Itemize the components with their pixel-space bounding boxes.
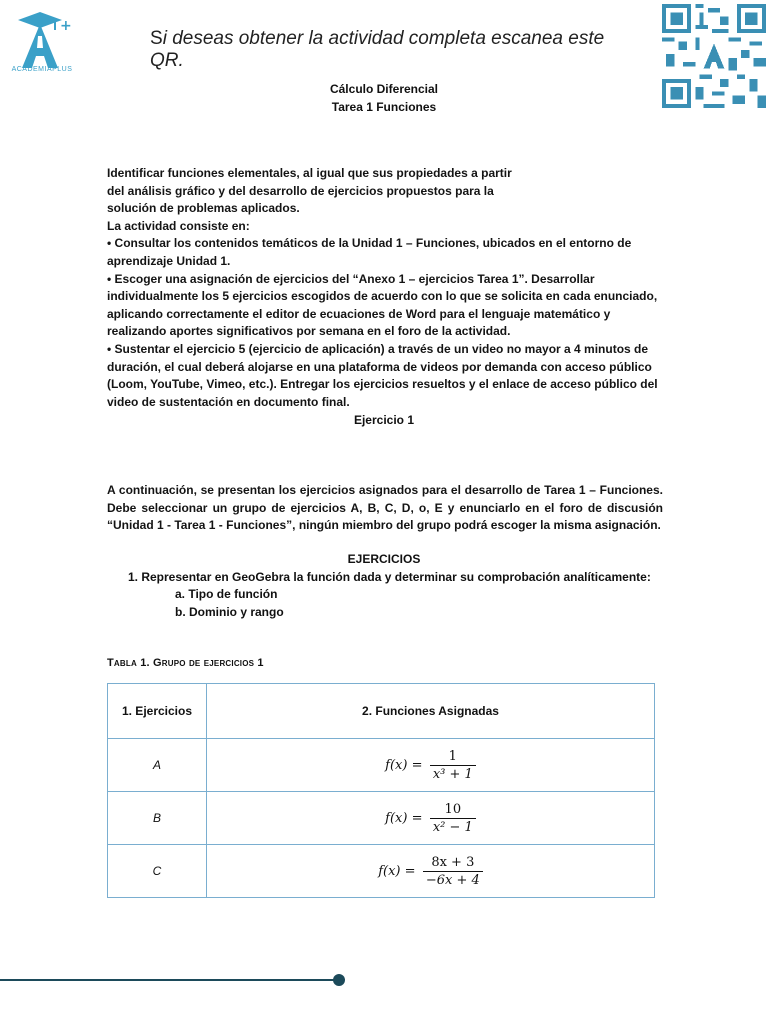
logo-text: ACADEMIAPLUS (11, 66, 73, 73)
course-title: Cálculo Diferencial (329, 82, 439, 96)
bullet-item: • Consultar los contenidos temáticos de la Unidad 1 – Funciones, ubicados en el entorno de aprendizaje Unidad 1. (107, 236, 632, 268)
function-cell (207, 845, 655, 898)
exercise-letter: B (108, 792, 207, 845)
fraction (430, 802, 476, 835)
banner-text: i deseas obtener la actividad completa escanea este QR. (150, 28, 605, 71)
exercises-table (107, 683, 655, 898)
assignment-paragraph: A continuación, se presentan los ejercicios asignados para el desarrollo de Tarea 1 – Funciones. Debe seleccionar un grupo de ejercicios A, B, C, D, o, E y enunciarlo en el foro de discusión “Unidad 1 - Tarea 1 - Funciones”, ningún miembro del grupo podrá escoger la misma asignación. (107, 483, 663, 533)
intro-line: La actividad consiste en: (107, 218, 250, 233)
activity-description (107, 165, 667, 411)
bullet-item: • Escoger una asignación de ejercicios del “Anexo 1 – ejercicios Tarea 1”. Desarrollar individualmente los 5 ejercicios escogidos de acuerdo con lo que se solicita en cada enunciado, aplicando correctamente el editor de ecuaciones de Word para el lenguaje matemático y realizando aportes significativos por semana en el foro de la actividad. (107, 271, 658, 339)
sub-item-a: a. Tipo de función (175, 587, 278, 601)
svg-text:+: + (60, 18, 72, 34)
function-label: f(x) = (385, 810, 423, 826)
task-title: Tarea 1 Funciones (331, 100, 437, 114)
intro-line: solución de problemas aplicados. (107, 201, 300, 216)
function-cell (207, 792, 655, 845)
bullet-item: • Sustentar el ejercicio 5 (ejercicio de aplicación) a través de un video no mayor a 4 minutos de duración, el cual deberá alojarse en una plataforma de videos por demanda con acceso público (Loom, YouTube, Vimeo, etc.). Entregar los ejercicios resueltos y el enlace de acceso público del video de sustentación en documento final. (107, 341, 658, 409)
function-label: f(x) = (378, 863, 416, 879)
ejercicios-heading: EJERCICIOS (347, 552, 421, 566)
exercise-heading: Ejercicio 1 (353, 413, 415, 427)
numerator: 1 (430, 749, 476, 766)
fraction (423, 855, 483, 888)
numerator: 10 (430, 802, 476, 819)
denominator: x² − 1 (432, 819, 473, 835)
header-funciones: 2. Funciones Asignadas (207, 684, 655, 739)
table-caption: Tabla 1. Grupo de ejercicios 1 (107, 657, 264, 669)
intro-line: del análisis gráfico y del desarrollo de ejercicios propuestos para la (107, 183, 494, 198)
qr-banner (150, 28, 610, 72)
intro-line: Identificar funciones elementales, al igual que sus propiedades a partir (107, 166, 512, 180)
exercise-letter: C (108, 845, 207, 898)
fraction (430, 749, 476, 782)
exercise-letter: A (108, 739, 207, 792)
sub-item-b: b. Dominio y rango (175, 605, 284, 619)
function-label: f(x) = (385, 757, 423, 773)
footer-dot (333, 974, 345, 986)
denominator: x³ + 1 (432, 766, 473, 782)
function-cell (207, 739, 655, 792)
header-ejercicios: 1. Ejercicios (108, 684, 207, 739)
banner-first-letter: S (150, 28, 163, 49)
table-row (108, 845, 655, 898)
footer-line (0, 979, 338, 981)
table-header-row (108, 684, 655, 739)
denominator: −6x + 4 (425, 872, 480, 888)
numerator: 8x + 3 (423, 855, 483, 872)
exercise-item-1: 1. Representar en GeoGebra la función dada y determinar su comprobación analíticamente: (128, 570, 651, 584)
table-row (108, 739, 655, 792)
table-row (108, 792, 655, 845)
